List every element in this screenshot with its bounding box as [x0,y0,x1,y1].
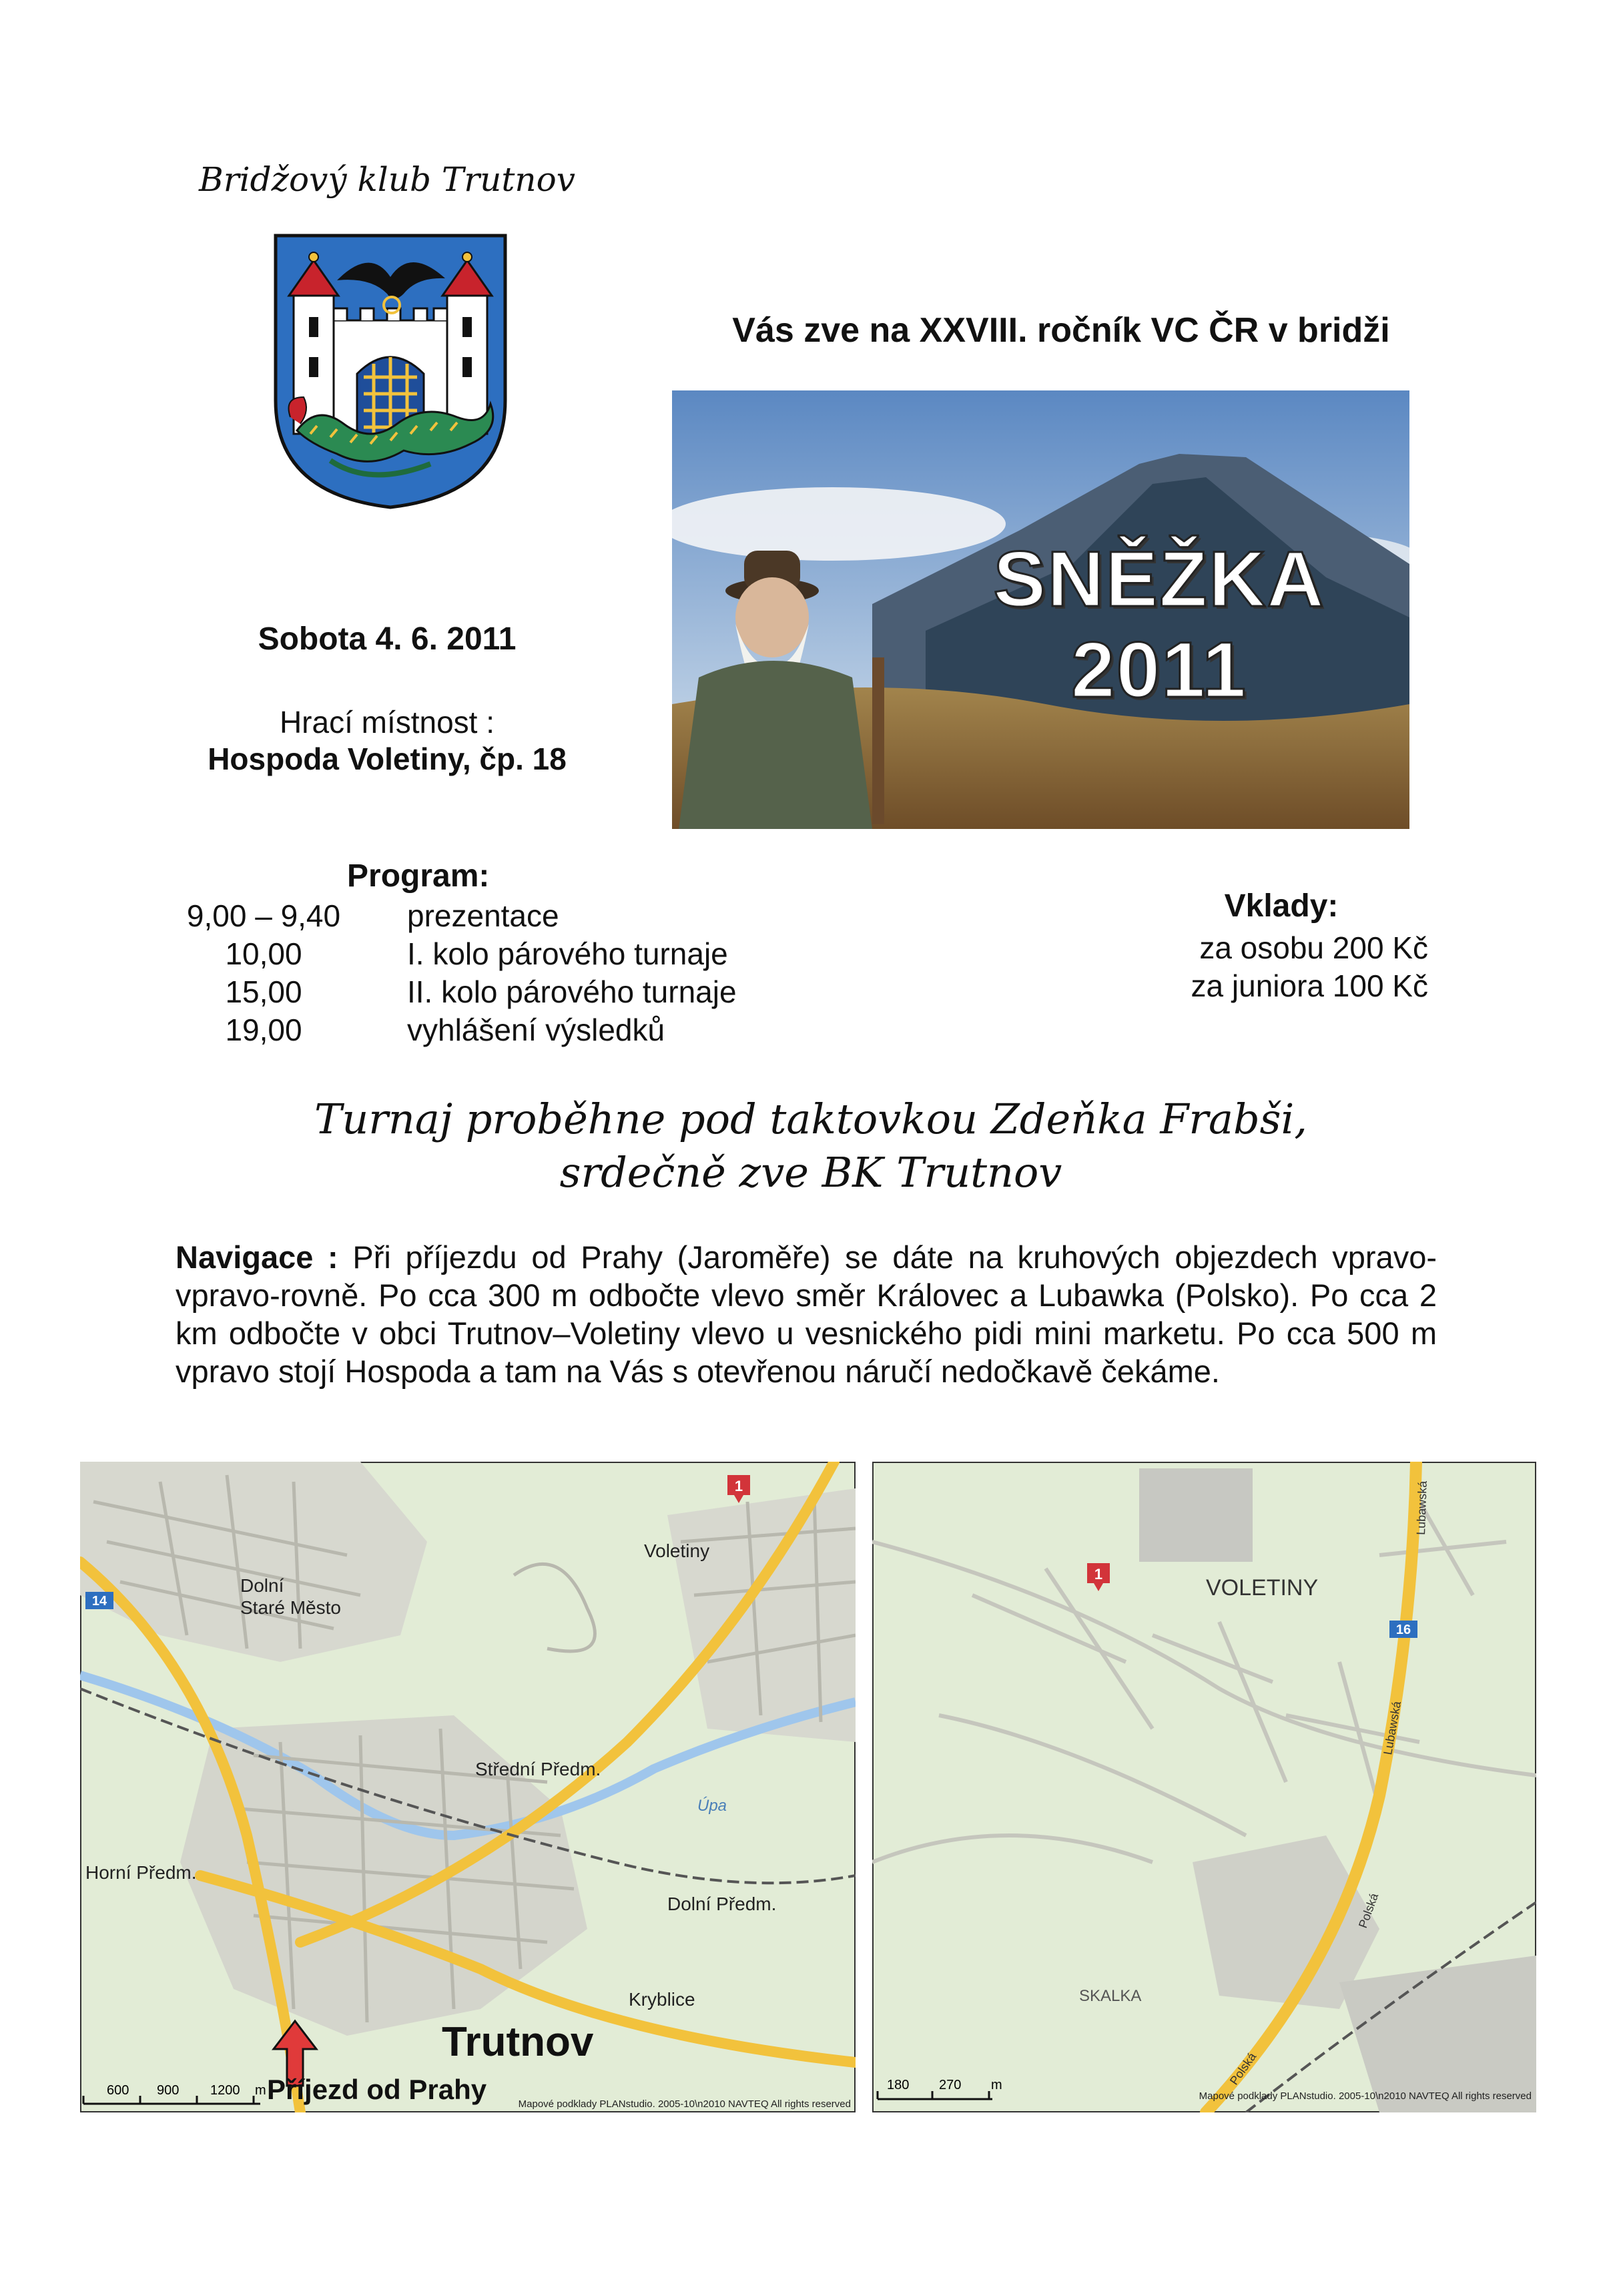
road-shield-16: 16 [1395,1623,1411,1637]
marker-number: 1 [1094,1566,1103,1583]
photo-title: SNĚŽKA 2011 [993,535,1325,714]
navigation-paragraph [176,1238,1437,1390]
svg-text:900: 900 [157,2083,180,2098]
map-credit: Mapové podklady PLANstudio. 2005-10\n2010 NAVTEQ All rights reserved [1199,2090,1532,2102]
snezka-photo [672,390,1409,829]
program-list [0,898,868,1058]
label-dolni-predm: Dolní Předm. [667,1894,777,1914]
label-upa: Úpa [697,1797,727,1815]
label-stare-mesto: Staré Město [240,1597,341,1618]
label-dolni: Dolní [240,1575,284,1596]
road-shield-14: 14 [91,1594,107,1609]
street-polska: Polská [1355,1891,1381,1930]
street-polska: Polská [1227,2050,1259,2088]
program-item [0,898,868,936]
svg-text:180: 180 [887,2078,910,2092]
venue-name: Hospoda Voletiny, čp. 18 [208,742,567,776]
label-skalka: SKALKA [1079,1987,1142,2005]
program-item [0,974,868,1013]
program-item [0,936,868,974]
program-activity: II. kolo párového turnaje [407,974,737,1009]
navigation-text: Při příjezdu od Prahy (Jaroměře) se dáte na kruhových objezdech vpravo-vpravo-rovně. Po cca 300 m odbočte vlevo směr Královec a Lubawka (Polsko). Po cca 2 km odbočte v obci Trutnov–Voletiny vlevo u vesnického pidi mini marketu. Po cca 500 m vpravo stojí Hospoda a tam na Vás s otevřenou náručí nedočkavě čekáme. [176,1239,1437,1389]
club-name: Bridžový klub Trutnov [199,160,575,199]
svg-text:600: 600 [107,2083,129,2098]
tagline-line2: srdečně zve BK Trutnov [559,1148,1062,1197]
program-activity: prezentace [407,898,559,933]
svg-text:270: 270 [939,2078,962,2092]
program-heading: Program: [347,858,490,894]
svg-text:m: m [991,2078,1002,2092]
event-date: Sobota 4. 6. 2011 [258,621,517,657]
label-horni-predm: Horní Předm. [85,1862,197,1883]
program-time: 15,00 [225,974,302,1009]
club-crest [270,230,511,511]
street-lubawska: Lubawská [1381,1700,1404,1756]
label-voletiny: Voletiny [644,1540,710,1561]
fee-adult: za osobu 200 Kč [1199,930,1428,965]
label-city-trutnov: Trutnov [442,2019,594,2065]
program-item [0,1012,868,1051]
map-credit: Mapové podklady PLANstudio. 2005-10\n2010 NAVTEQ All rights reserved [518,2098,851,2110]
street-lubawska: Lubawská [1414,1480,1429,1536]
label-voletiny: VOLETINY [1206,1575,1319,1601]
map-voletiny [872,1462,1536,2112]
marker-number: 1 [734,1478,743,1494]
label-stredni-predm: Střední Předm. [475,1759,601,1779]
svg-text:m: m [255,2083,266,2098]
fees-heading: Vklady: [1224,888,1339,924]
svg-text:1200: 1200 [210,2083,240,2098]
fee-junior: za juniora 100 Kč [1191,968,1428,1003]
venue-label: Hrací místnost : [279,705,495,740]
map-trutnov [80,1462,856,2112]
label-kryblice: Kryblice [629,1989,695,2010]
navigation-label: Navigace : [176,1239,338,1275]
program-time: 19,00 [225,1013,302,1047]
tagline-line1: Turnaj proběhne pod taktovkou Zdeňka Frabši, [314,1095,1307,1143]
label-arrival: Příjezd od Prahy [267,2074,487,2105]
program-time: 10,00 [225,936,302,971]
invitation-text: Vás zve na XXVIII. ročník VC ČR v bridži [732,311,1390,350]
program-activity: I. kolo párového turnaje [407,936,728,971]
program-activity: vyhlášení výsledků [407,1013,665,1047]
program-time: 9,00 – 9,40 [186,898,341,933]
